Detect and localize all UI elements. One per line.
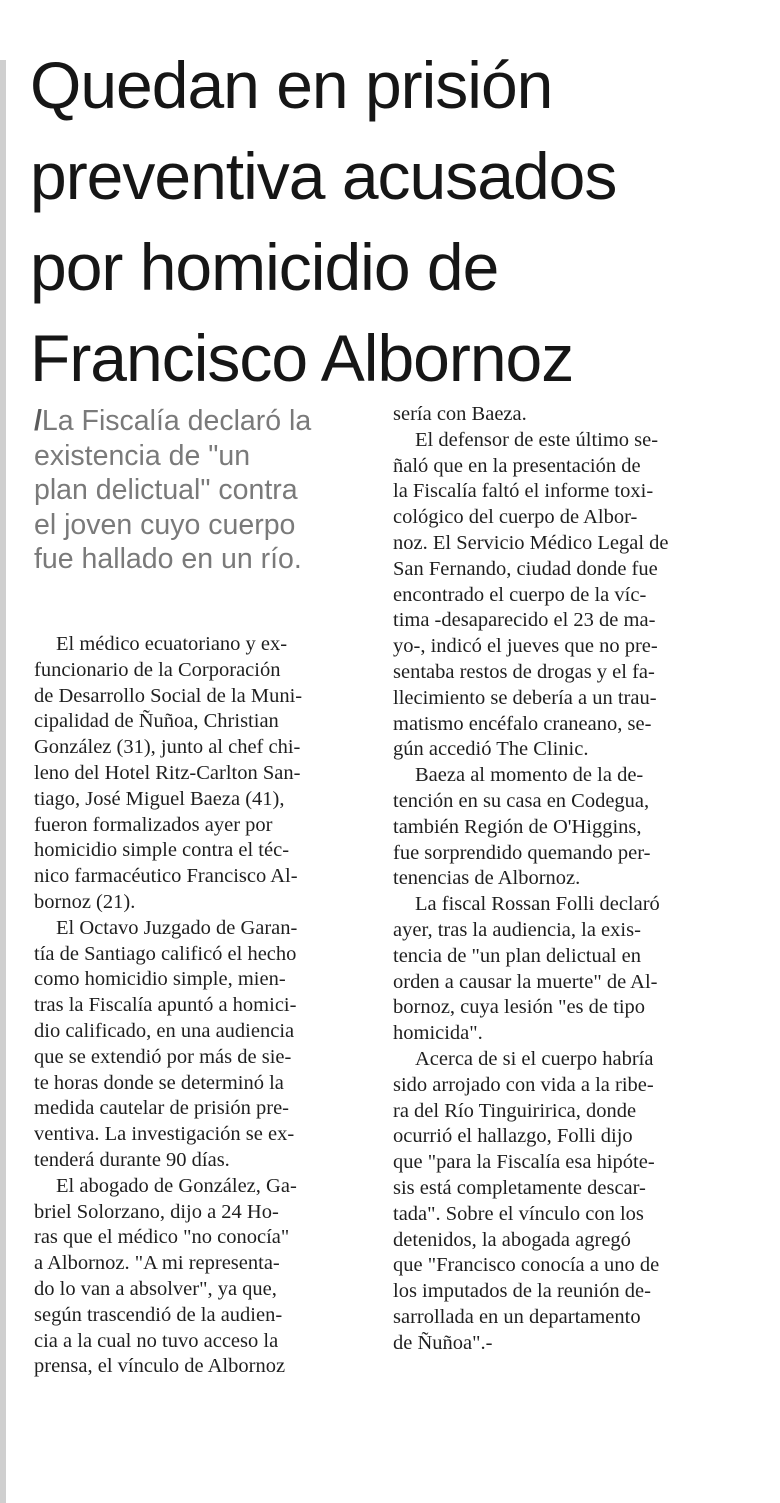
body-text-line: tía de Santiago calificó el hecho (34, 942, 297, 965)
body-text-line: sarrollada en un departamento (393, 1305, 641, 1328)
body-text-line: sido arrojado con vida a la ribe- (393, 1073, 654, 1096)
headline (30, 40, 770, 404)
body-text-line: encontrado el cuerpo de la víc- (393, 583, 647, 606)
body-text-line: yo-, indicó el jueves que no pre- (393, 635, 658, 658)
body-text-line: gún accedió The Clinic. (393, 738, 589, 761)
body-text-line: ocurrió el hallazgo, Folli dijo (393, 1125, 633, 1148)
deck-line: existencia de "un (34, 439, 251, 472)
body-text-line: funcionario de la Corporación (34, 658, 281, 681)
body-text-line: Acerca de si el cuerpo habría (415, 1047, 654, 1070)
body-text-line: La fiscal Rossan Folli declaró (415, 893, 660, 916)
body-text-line: leno del Hotel Ritz-Carlton San- (34, 761, 301, 784)
body-text-line: de Desarrollo Social de la Muni- (34, 684, 303, 707)
body-text-line: dio calificado, en una audiencia (34, 1019, 295, 1042)
body-text-line: homicida". (393, 1022, 483, 1045)
body-text-line: prensa, el vínculo de Albornoz (34, 1355, 286, 1378)
scan-edge-shadow (0, 60, 6, 1503)
body-text-line: nico farmacéutico Francisco Al- (34, 865, 298, 888)
body-text-line: El Octavo Juzgado de Garan- (56, 916, 298, 939)
body-text-line: cia a la cual no tuvo acceso la (34, 1329, 279, 1352)
body-text-line: El médico ecuatoriano y ex- (56, 633, 288, 655)
body-text-line: ras que el médico "no conocía" (34, 1226, 290, 1249)
body-text-line: tras la Fiscalía apuntó a homici- (34, 994, 297, 1017)
body-text-line: El abogado de González, Ga- (56, 1174, 297, 1197)
body-text-line: tenencias de Albornoz. (393, 867, 581, 890)
body-text-line: sis está completamente descar- (393, 1176, 646, 1199)
body-text-line: tención en su casa en Codegua, (393, 789, 650, 812)
body-text-line: los imputados de la reunión de- (393, 1280, 651, 1303)
body-text-line: ñaló que en la presentación de (393, 454, 641, 477)
body-text-line: según trascendió de la audien- (34, 1303, 283, 1326)
deck-line (34, 404, 374, 439)
deck-marker: / (34, 405, 42, 437)
body-column-left (34, 632, 372, 1380)
deck-line: el joven cuyo cuerpo (34, 508, 296, 541)
body-text-line: noz. El Servicio Médico Legal de (393, 531, 669, 554)
body-text-line: de Ñuñoa".- (393, 1331, 493, 1354)
body-text-line: ra del Río Tinguiririca, donde (393, 1099, 637, 1122)
body-text-line: también Región de O'Higgins, (393, 815, 642, 838)
body-text-line: tenderá durante 90 días. (34, 1148, 230, 1171)
body-text-line: do lo van a absolver", ya que, (34, 1277, 277, 1300)
body-text-line: Baeza al momento de la de- (415, 764, 644, 787)
body-text-line: cipalidad de Ñuñoa, Christian (34, 710, 279, 733)
body-text-line: detenidos, la abogada agregó (393, 1228, 631, 1251)
body-text-line: bornoz (21). (34, 890, 136, 913)
body-text-line: González (31), junto al chef chi- (34, 736, 301, 759)
deck-line-text: La Fiscalía declaró la (41, 405, 312, 437)
body-text-line: como homicidio simple, mien- (34, 968, 286, 991)
body-text-line: ventiva. La investigación se ex- (34, 1123, 295, 1146)
headline-line: preventiva acusados (30, 139, 617, 213)
body-text-line: a Albornoz. "A mi representa- (34, 1252, 280, 1275)
deck-line: plan delictual" contra (34, 474, 298, 506)
body-text-line: medida cautelar de prisión pre- (34, 1097, 289, 1120)
deck-line: fue hallado en un río. (34, 543, 302, 575)
deck-summary (34, 404, 374, 577)
body-text-line: fue sorprendido quemando per- (393, 841, 651, 864)
body-text-line: briel Solorzano, dijo a 24 Ho- (34, 1200, 279, 1223)
body-text-line: sería con Baeza. (393, 403, 527, 425)
body-text-line: que "Francisco conocía a uno de (393, 1254, 660, 1277)
body-text-line: ayer, tras la audiencia, la exis- (393, 918, 641, 941)
body-text-line: tima -desaparecido el 23 de ma- (393, 609, 656, 632)
body-text-line: homicidio simple contra el téc- (34, 839, 290, 862)
body-text-line: tiago, José Miguel Baeza (41), (34, 787, 285, 810)
body-text-line: tada". Sobre el vínculo con los (393, 1202, 644, 1225)
body-text-line: bornoz, cuya lesión "es de tipo (393, 996, 646, 1019)
headline-line: por homicidio de (30, 230, 499, 304)
body-text-line: tencia de "un plan delictual en (393, 944, 642, 967)
body-text-line: que "para la Fiscalía esa hipóte- (393, 1151, 655, 1174)
body-text-line: sentaba restos de drogas y el fa- (393, 660, 655, 683)
body-text-line: San Fernando, ciudad donde fue (393, 557, 658, 580)
body-text-line: la Fiscalía faltó el informe toxi- (393, 480, 654, 503)
headline-line: Quedan en prisión (30, 48, 553, 122)
body-column-right (393, 402, 738, 1356)
body-text-line: te horas donde se determinó la (34, 1071, 284, 1094)
body-text-line: que se extendió por más de sie- (34, 1045, 292, 1068)
body-text-line: orden a causar la muerte" de Al- (393, 970, 658, 993)
headline-line: Francisco Albornoz (30, 321, 574, 395)
body-text-line: El defensor de este último se- (415, 428, 659, 451)
body-text-line: llecimiento se debería a un trau- (393, 686, 657, 709)
body-text-line: fueron formalizados ayer por (34, 813, 273, 836)
body-text-line: cológico del cuerpo de Albor- (393, 506, 638, 529)
body-text-line: matismo encéfalo craneano, se- (393, 712, 652, 735)
